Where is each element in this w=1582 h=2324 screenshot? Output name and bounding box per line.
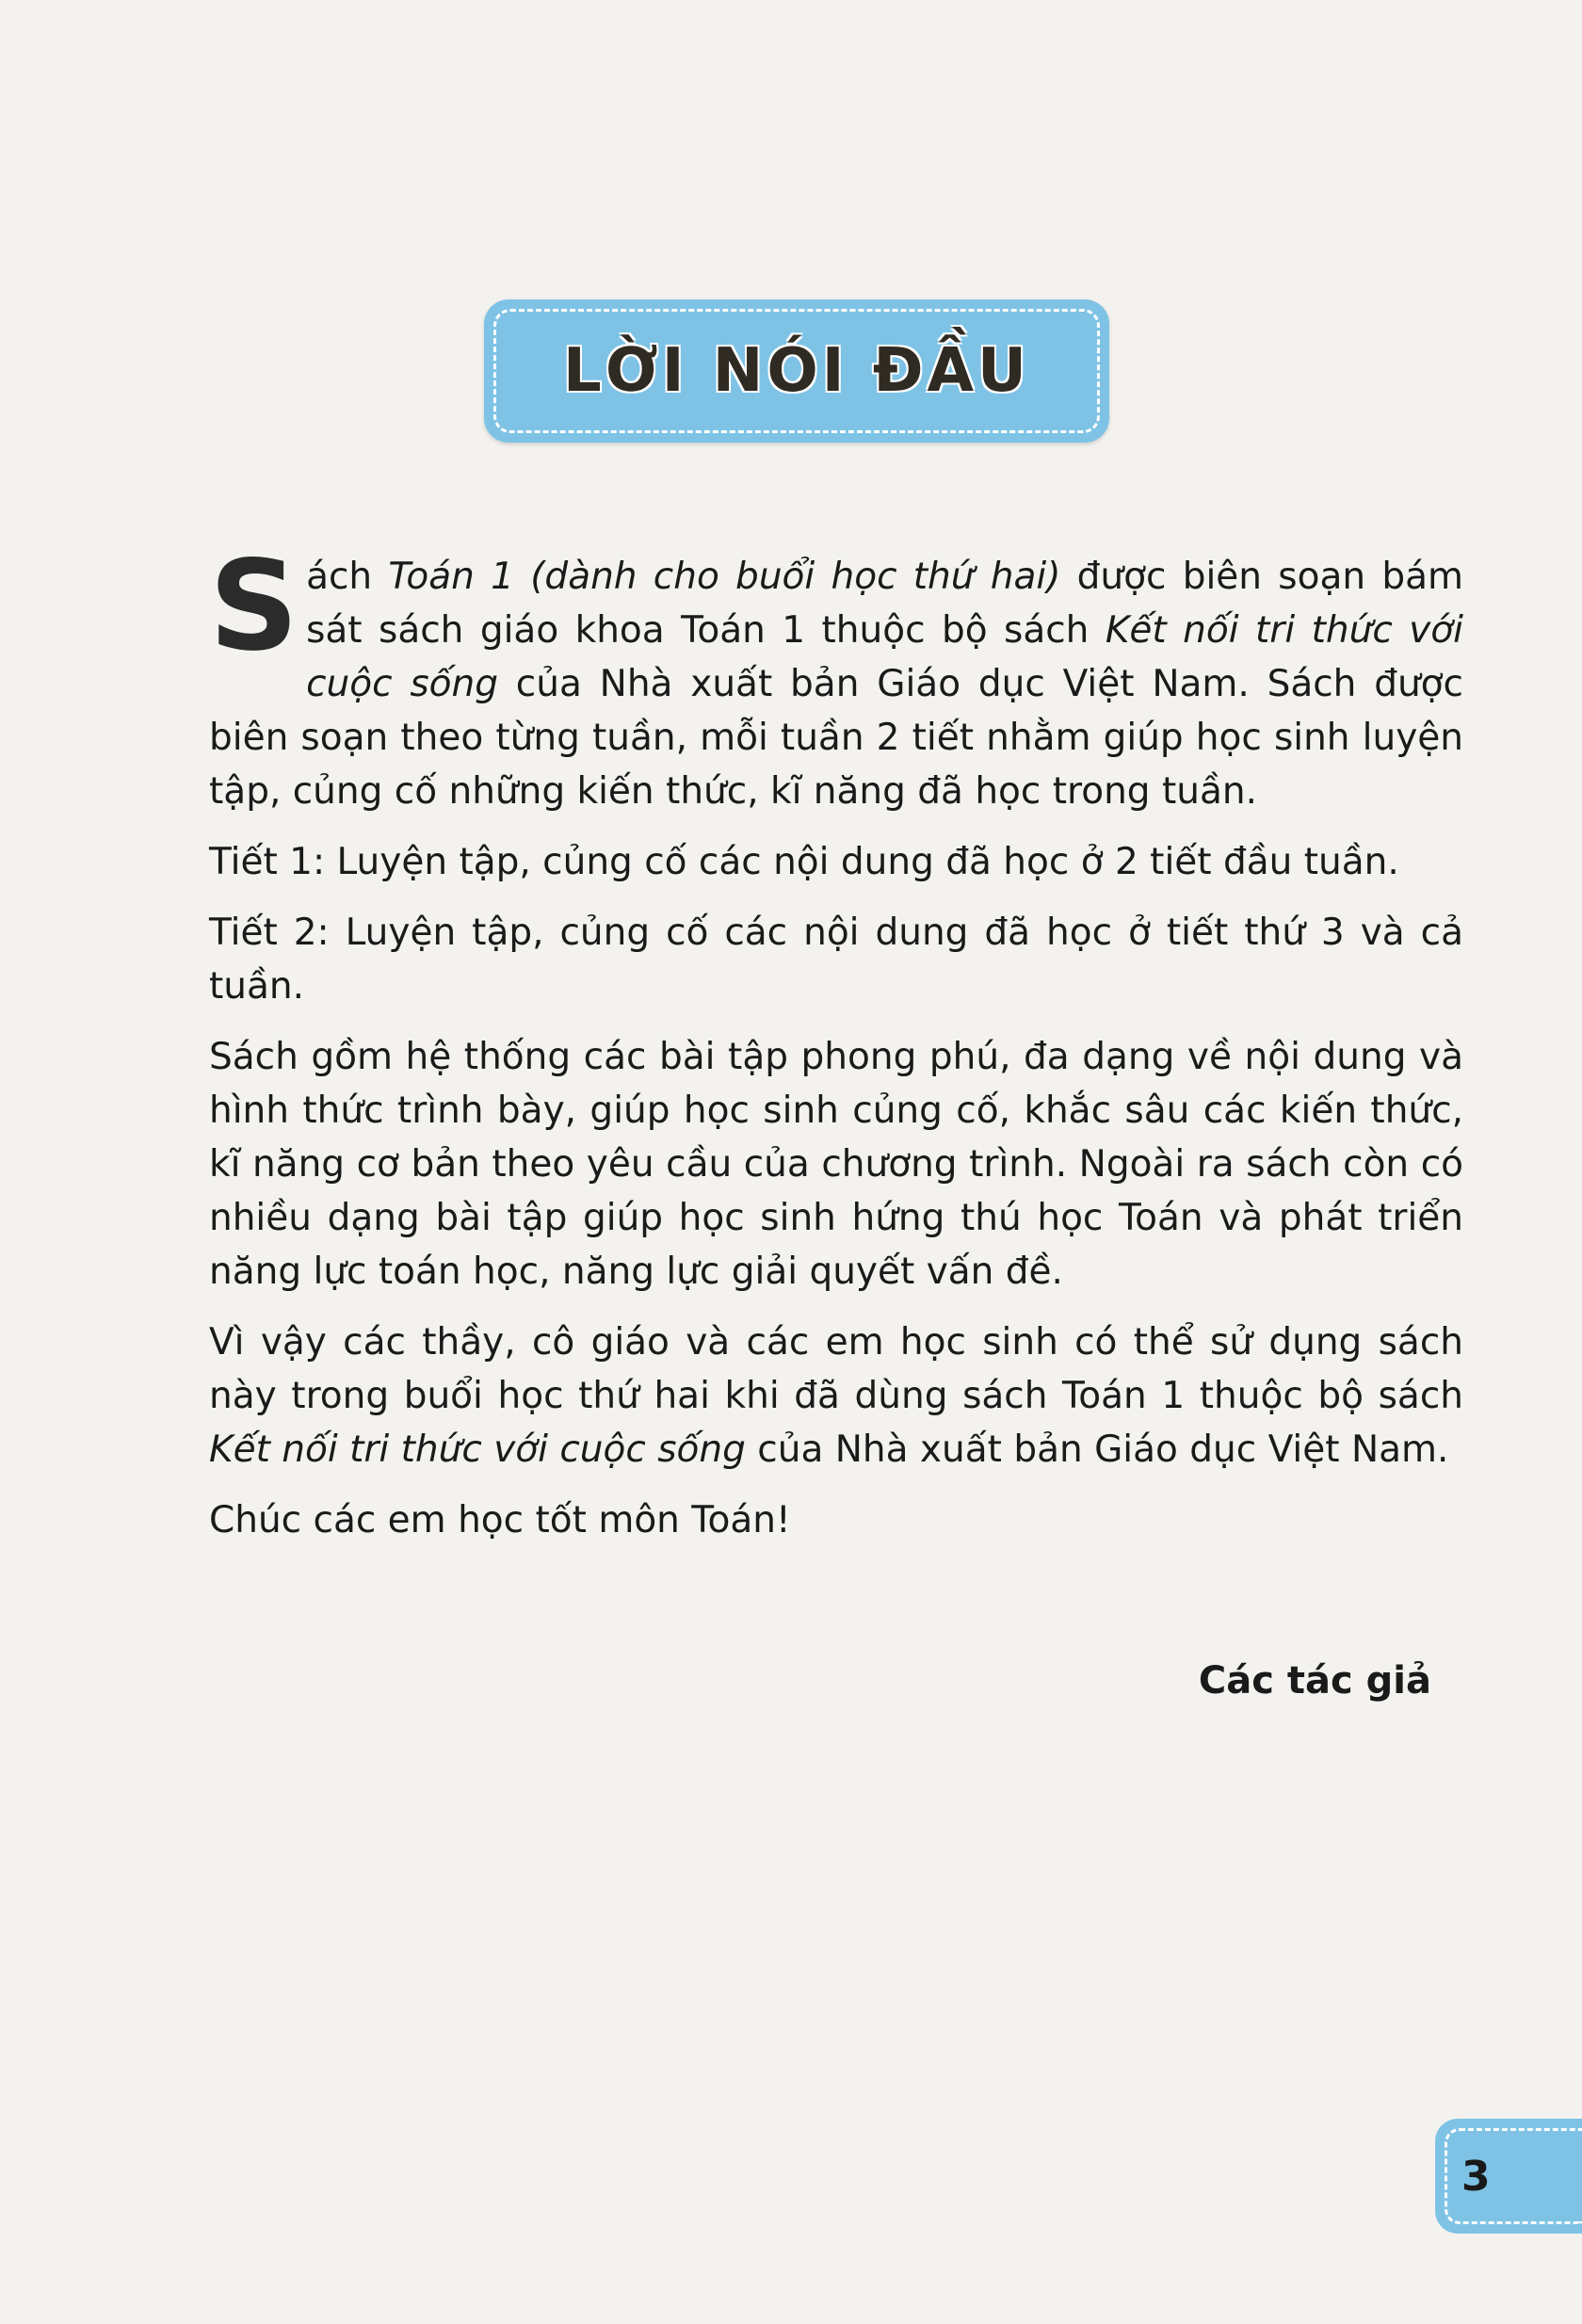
page-title: LỜI NÓI ĐẦU [563, 336, 1030, 406]
lesson-1-paragraph: Tiết 1: Luyện tập, củng cố các nội dung đã học ở 2 tiết đầu tuần. [209, 841, 1399, 883]
intro-text-1: ách [306, 556, 389, 598]
title-banner [484, 299, 1109, 443]
intro-text-3: của Nhà xuất bản Giáo dục Việt Nam. Sách được biên soạn theo từng tuần, mỗi tuần 2 tiết nhằm giúp học sinh luyện tập, củng cố những kiến thức, kĩ năng đã học trong tuần. [209, 663, 1463, 813]
intro-series-title: Kết nối tri thức với cuộc sống [306, 609, 1463, 705]
usage-series-title: Kết nối tri thức với cuộc sống [209, 1428, 746, 1471]
intro-book-title: Toán 1 (dành cho buổi học thứ hai) [388, 556, 1061, 598]
wish-paragraph: Chúc các em học tốt môn Toán! [209, 1499, 791, 1541]
authors-signature: Các tác giả [1198, 1659, 1431, 1703]
intro-paragraph [209, 534, 1463, 818]
drop-cap: S [209, 534, 299, 679]
usage-text-2: của Nhà xuất bản Giáo dục Việt Nam. [745, 1428, 1449, 1471]
lesson-2-paragraph: Tiết 2: Luyện tập, củng cố các nội dung đã học ở tiết thứ 3 và cả tuần. [209, 912, 1463, 1008]
preface-body [209, 534, 1463, 1564]
page-number: 3 [1461, 2152, 1491, 2201]
content-description-paragraph: Sách gồm hệ thống các bài tập phong phú, đa dạng về nội dung và hình thức trình bày, giúp học sinh củng cố, khắc sâu các kiến thức, kĩ năng cơ bản theo yêu cầu của chương trình. Ngoài ra sách còn có nhiều dạng bài tập giúp học sinh hứng thú học Toán và phát triển năng lực toán học, năng lực giải quyết vấn đề. [209, 1036, 1463, 1293]
intro-text-2: được biên soạn bám sát sách giáo khoa Toán 1 thuộc bộ sách [306, 556, 1463, 652]
page-number-tab [1435, 2119, 1582, 2234]
usage-text-1: Vì vậy các thầy, cô giáo và các em học sinh có thể sử dụng sách này trong buổi học thứ hai khi đã dùng sách Toán 1 thuộc bộ sách [209, 1321, 1463, 1417]
usage-paragraph [209, 1315, 1463, 1477]
